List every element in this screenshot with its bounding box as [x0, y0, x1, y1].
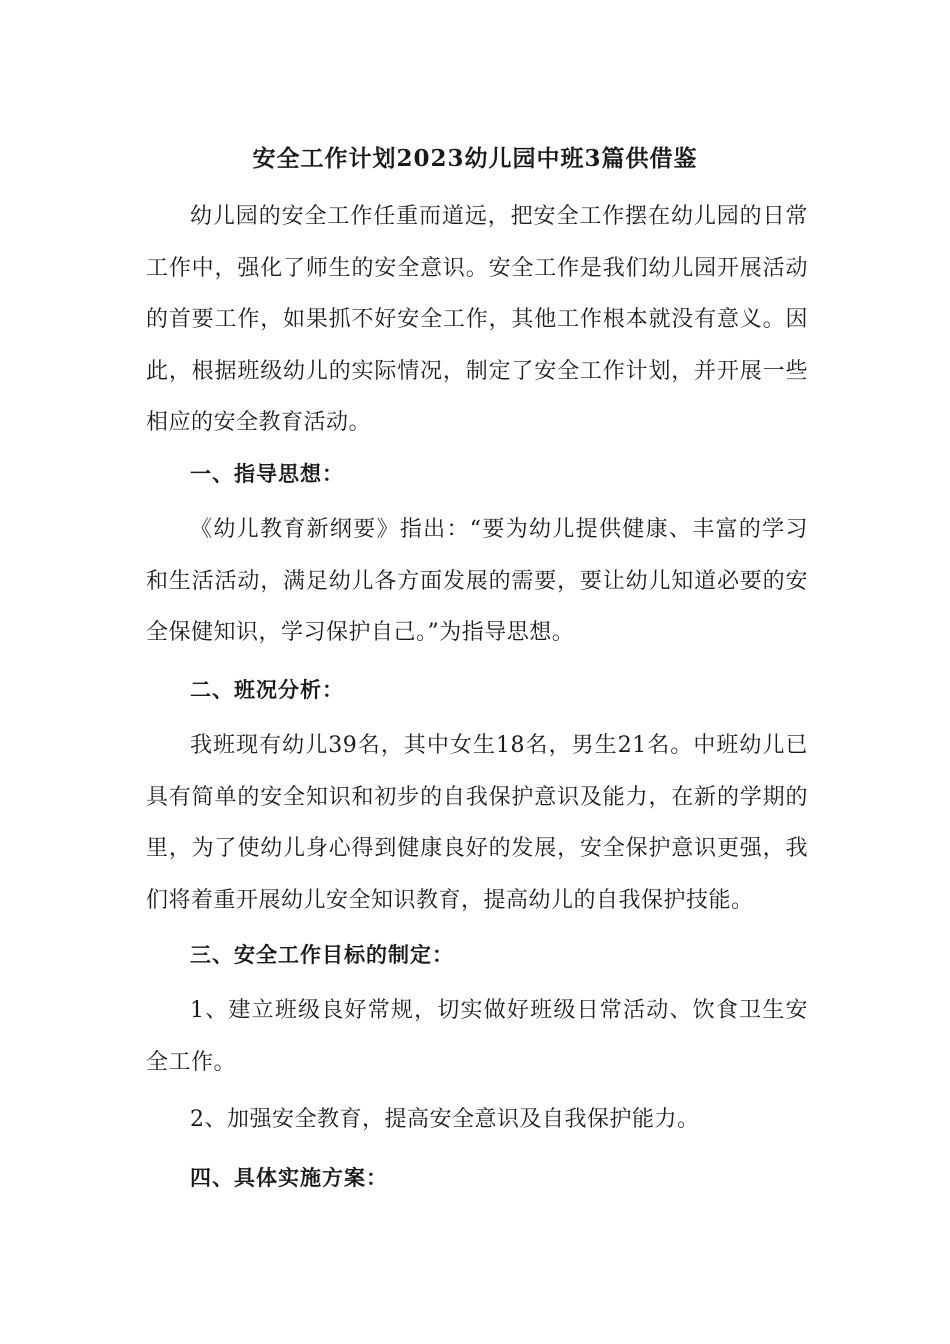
paragraph-goal-1: 1、建立班级良好常规，切实做好班级日常活动、饮食卫生安全工作。 — [146, 998, 808, 1075]
paragraph-guiding-idea: 《幼儿教育新纲要》指出：“要为幼儿提供健康、丰富的学习和生活活动，满足幼儿各方面发展的需要，要让幼儿知道必要的安全保健知识，学习保护自己。”为指导思想。 — [146, 517, 808, 645]
section-heading-safety-goals: 三、安全工作目标的制定： — [190, 942, 454, 967]
section-heading-class-analysis: 二、班况分析： — [190, 677, 344, 702]
document-title: 安全工作计划2023幼儿园中班3篇供借鉴 — [252, 145, 698, 172]
paragraph-class-analysis: 我班现有幼儿39名，其中女生18名，男生21名。中班幼儿已具有简单的安全知识和初步的自我保护意识及能力，在新的学期的里，为了使幼儿身心得到健康良好的发展，安全保护意识更强，我们将着重开展幼儿安全知识教育，提高幼儿的自我保护技能。 — [146, 733, 808, 913]
paragraph-goal-2: 2、加强安全教育，提高安全意识及自我保护能力。 — [190, 1107, 700, 1132]
section-heading-implementation: 四、具体实施方案： — [190, 1165, 388, 1190]
intro-paragraph: 幼儿园的安全工作任重而道远，把安全工作摆在幼儿园的日常工作中，强化了师生的安全意识。安全工作是我们幼儿园开展活动的首要工作，如果抓不好安全工作，其他工作根本就没有意义。因此，根据班级幼儿的实际情况，制定了安全工作计划，并开展一些相应的安全教育活动。 — [146, 204, 808, 435]
section-heading-guiding-idea: 一、指导思想： — [190, 461, 344, 486]
